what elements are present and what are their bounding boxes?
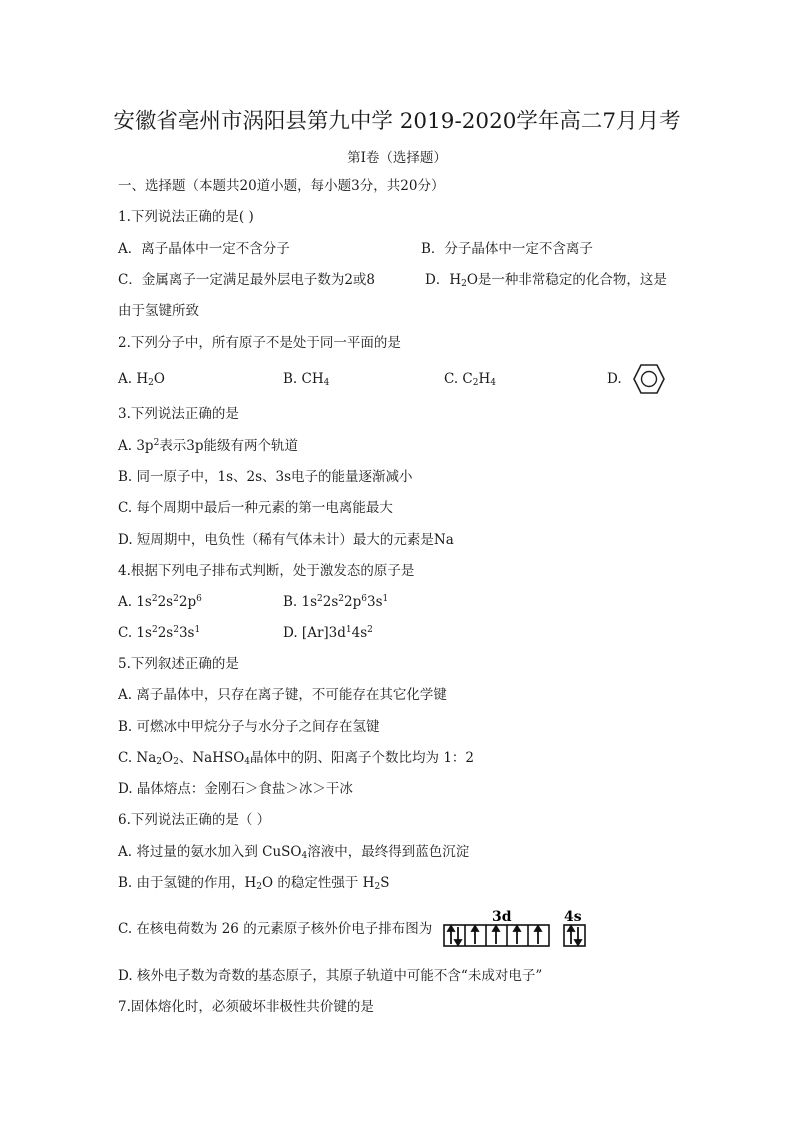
q6-stem: 6.下列说法正确的是（ ）	[118, 812, 271, 828]
q3-option-b: B. 同一原子中，1s、2s、3s电子的能量逐渐减小	[118, 469, 413, 485]
q1-option-a: A．离子晶体中一定不含分子	[118, 241, 290, 257]
orbital-label-4s: 4s	[564, 910, 582, 925]
q1-option-c: C．金属离子一定满足最外层电子数为2或8	[118, 272, 376, 288]
orbital-label-3d: 3d	[492, 910, 512, 925]
q2-stem: 2.下列分子中，所有原子不是处于同一平面的是	[118, 335, 401, 351]
q1-option-d-continued: 由于氢键所致	[118, 303, 199, 319]
q6-option-d: D. 核外电子数为奇数的基态原子，其原子轨道中可能不含“未成对电子”	[118, 968, 543, 984]
section-subtitle: 第Ⅰ卷（选择题）	[347, 150, 447, 166]
benzene-structure-icon	[633, 364, 665, 394]
q4-stem: 4.根据下列电子排布式判断，处于激发态的原子是	[118, 563, 415, 579]
q3-option-c: C. 每个周期中最后一种元素的第一电离能最大	[118, 500, 393, 516]
q4-option-c: C. $1s^22s^23s^1$	[118, 625, 201, 641]
orbital-diagram	[443, 910, 589, 950]
q4-option-d: D. $[Ar]3d^14s^2$	[283, 625, 373, 641]
q5-stem: 5.下列叙述正确的是	[118, 656, 239, 672]
exam-title: 安徽省亳州市涡阳县第九中学 2019-2020学年高二7月月考	[113, 109, 681, 134]
q5-option-a: A. 离子晶体中，只存在离子键，不可能存在其它化学键	[118, 687, 447, 703]
q7-stem: 7.固体熔化时，必须破坏非极性共价键的是	[118, 999, 374, 1015]
q3-stem: 3.下列说法正确的是	[118, 406, 239, 422]
q5-option-c: C. $Na_2O_2$、NaHSO$_4$晶体中的阴、阳离子个数比均为 1：2	[118, 750, 475, 767]
q2-option-d: D.	[607, 371, 622, 387]
q3-option-d: D. 短周期中，电负性（稀有气体未计）最大的元素是Na	[118, 532, 454, 548]
q2-option-c: C. $C_2H_4$	[444, 371, 497, 388]
q4-option-b: B. $1s^22s^22p^63s^1$	[283, 594, 389, 610]
q5-option-d: D. 晶体熔点：金刚石＞食盐＞冰＞干冰	[118, 781, 353, 797]
q6-option-a: A. 将过量的氨水加入到 CuSO$_4$溶液中，最终得到蓝色沉淀	[118, 844, 470, 861]
q4-option-a: A. $1s^22s^22p^6$	[118, 594, 202, 610]
q1-option-b: B．分子晶体中一定不含离子	[421, 241, 593, 257]
q6-option-b: B. 由于氢键的作用，$H_2O$ 的稳定性强于 $H_2S$	[118, 875, 390, 892]
section-heading: 一、选择题（本题共20道小题，每小题3分，共20分）	[118, 178, 445, 194]
q1-option-d: D．$H_2O$是一种非常稳定的化合物，这是	[425, 272, 667, 289]
3d-orbital-boxes	[444, 925, 585, 946]
q6-option-c: C. 在核电荷数为 26 的元素原子核外价电子排布图为	[118, 921, 433, 937]
q3-option-a: A. $3p^2$表示3p能级有两个轨道	[118, 438, 299, 454]
electron-arrows	[448, 926, 581, 945]
q2-option-b: B. $CH_4$	[283, 371, 330, 388]
q2-option-a: A. $H_2O$	[118, 371, 165, 388]
q5-option-b: B. 可燃冰中甲烷分子与水分子之间存在氢键	[118, 719, 380, 735]
q1-stem: 1.下列说法正确的是( )	[118, 209, 254, 225]
